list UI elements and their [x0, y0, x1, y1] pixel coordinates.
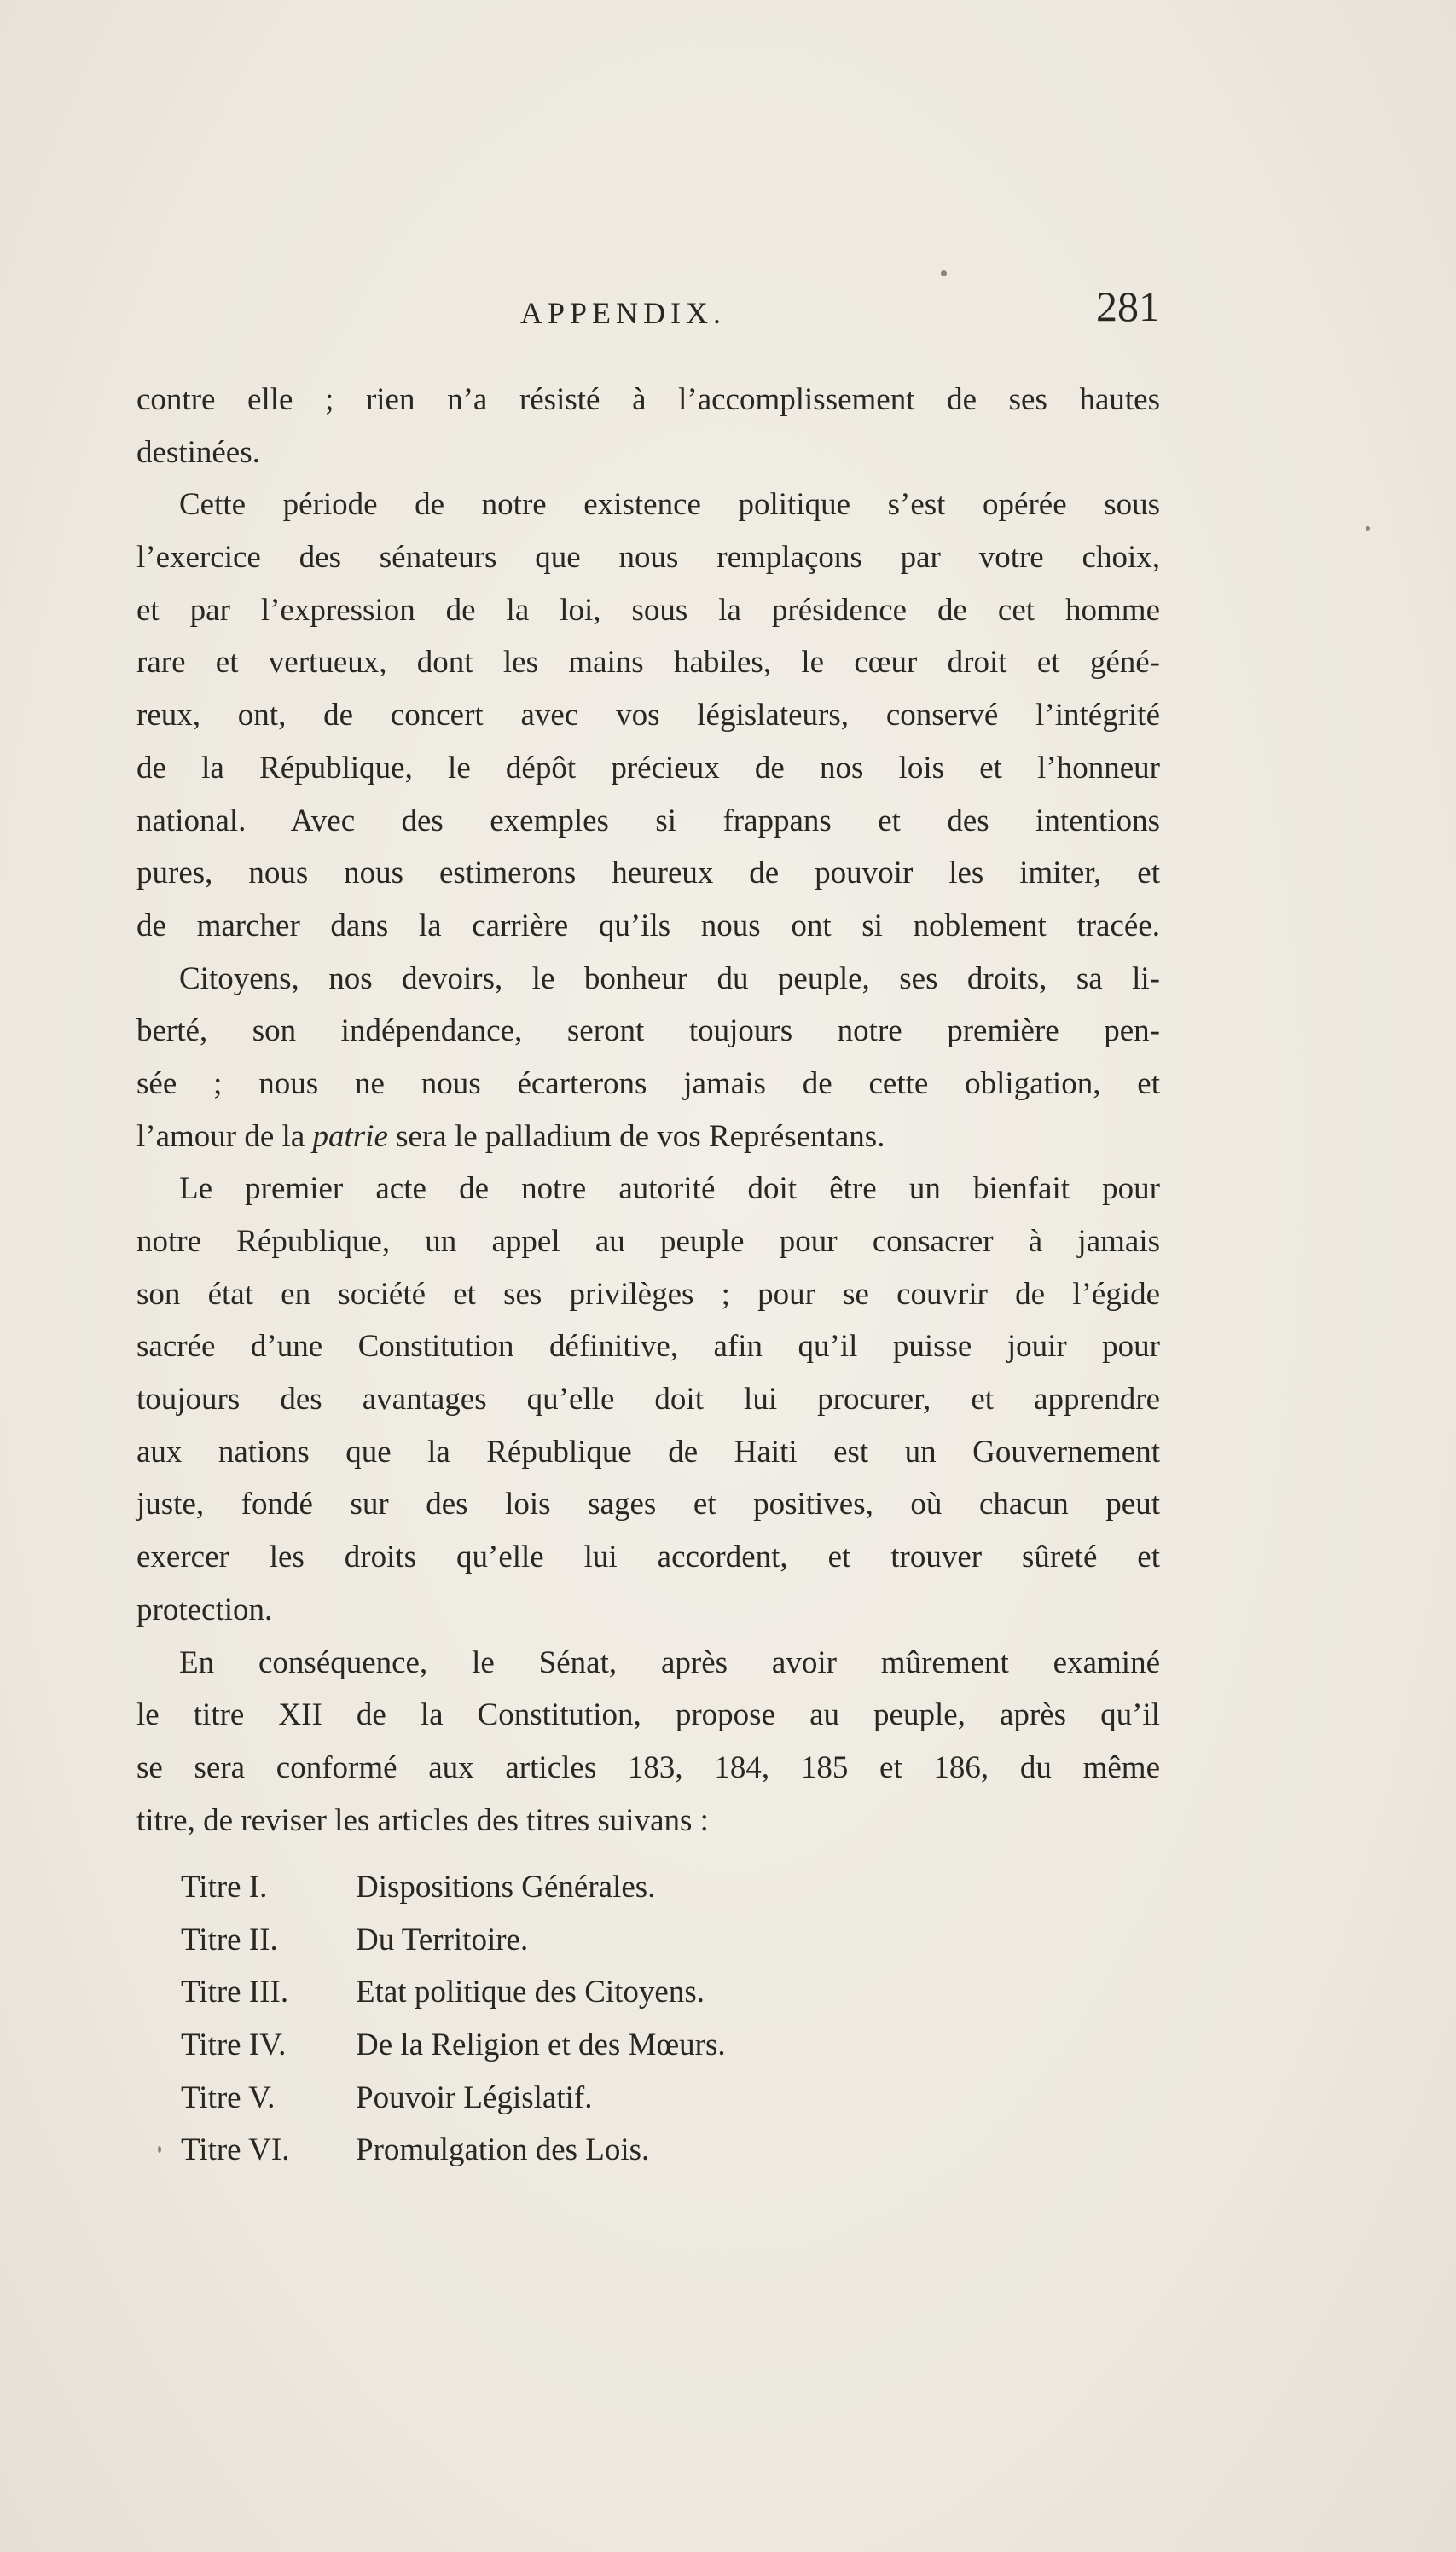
- titre-number: Titre IV.: [181, 2027, 287, 2063]
- page-header: [136, 281, 1160, 341]
- titre-row: [181, 1966, 863, 2019]
- titre-number: Titre III.: [181, 1975, 289, 2010]
- titre-number: Titre II.: [181, 1922, 278, 1958]
- text-line: et par l’expression de la loi, sous la présidence de cet homme: [136, 592, 1160, 628]
- running-head: APPENDIX.: [520, 296, 727, 330]
- text-line: de la République, le dépôt précieux de nos lois et l’honneur: [136, 750, 1160, 786]
- text-line: Le premier acte de notre autorité doit être un bienfait pour: [179, 1171, 1160, 1207]
- text-line: titre, de reviser les articles des titres suivans :: [136, 1802, 709, 1838]
- paper-speck: [1366, 526, 1370, 531]
- text-line: aux nations que la République de Haiti est un Gouvernement: [136, 1434, 1160, 1470]
- text-line: de marcher dans la carrière qu’ils nous ont si noblement tracée.: [136, 908, 1160, 943]
- titre-label: Promulgation des Lois.: [356, 2132, 650, 2168]
- text-line: sée ; nous ne nous écarterons jamais de cette obligation, et: [136, 1065, 1160, 1101]
- titre-label: De la Religion et des Mœurs.: [356, 2027, 726, 2063]
- page-number: 281: [1096, 282, 1160, 330]
- text-line: contre elle ; rien n’a résisté à l’accomplissement de ses hautes: [136, 382, 1160, 417]
- text-line: toujours des avantages qu’elle doit lui procurer, et apprendre: [136, 1382, 1160, 1418]
- titre-row: [181, 1914, 863, 1967]
- titre-number: Titre VI.: [181, 2132, 290, 2168]
- patrie-italic: patrie: [312, 1118, 388, 1154]
- text-line: destinées.: [136, 434, 260, 470]
- text-line: reux, ont, de concert avec vos législateurs, conservé l’intégrité: [136, 698, 1160, 734]
- text-line: national. Avec des exemples si frappans et des intentions: [136, 803, 1160, 838]
- text-line: juste, fondé sur des lois sages et positives, où chacun peut: [136, 1487, 1160, 1522]
- text-line: protection.: [136, 1592, 273, 1627]
- text-line: le titre XII de la Constitution, propose au peuple, après qu’il: [136, 1697, 1160, 1733]
- text-line: En conséquence, le Sénat, après avoir mûrement examiné: [179, 1644, 1160, 1680]
- text-line: l’exercice des sénateurs que nous remplaçons par votre choix,: [136, 540, 1160, 576]
- titre-row: [181, 2072, 863, 2125]
- titre-label: Du Territoire.: [356, 1922, 529, 1958]
- body-text: [136, 374, 1160, 1847]
- titre-label: Pouvoir Législatif.: [356, 2079, 593, 2115]
- text-line: sacrée d’une Constitution définitive, afin qu’il puisse jouir pour: [136, 1329, 1160, 1365]
- text-line: exercer les droits qu’elle lui accordent, et trouver sûreté et: [136, 1540, 1160, 1575]
- text-line: son état en société et ses privilèges ; pour se couvrir de l’égide: [136, 1276, 1160, 1312]
- paper-speck: [941, 270, 947, 276]
- titre-number: Titre V.: [181, 2079, 276, 2115]
- text-line: pures, nous nous estimerons heureux de pouvoir les imiter, et: [136, 856, 1160, 891]
- text-line: rare et vertueux, dont les mains habiles, le cœur droit et géné-: [136, 645, 1160, 681]
- titre-label: Dispositions Générales.: [356, 1870, 656, 1905]
- patrie-before: l’amour de la: [136, 1118, 313, 1154]
- paper-speck: [158, 2146, 161, 2153]
- text-line-patrie: [136, 1111, 1160, 1163]
- titre-list: [181, 1861, 863, 2177]
- text-line: notre République, un appel au peuple pour consacrer à jamais: [136, 1224, 1160, 1259]
- titre-number: Titre I.: [181, 1870, 268, 1905]
- titre-row: [181, 1861, 863, 1914]
- text-line: Cette période de notre existence politique s’est opérée sous: [179, 487, 1160, 523]
- titre-row: [181, 2019, 863, 2072]
- titre-label: Etat politique des Citoyens.: [356, 1975, 705, 2010]
- text-line: se sera conformé aux articles 183, 184, 185 et 186, du même: [136, 1749, 1160, 1785]
- titre-row: [181, 2124, 863, 2177]
- text-line: berté, son indépendance, seront toujours notre première pen-: [136, 1013, 1160, 1049]
- text-line: Citoyens, nos devoirs, le bonheur du peuple, ses droits, sa li-: [179, 960, 1160, 996]
- patrie-after: sera le palladium de vos Représentans.: [387, 1118, 885, 1154]
